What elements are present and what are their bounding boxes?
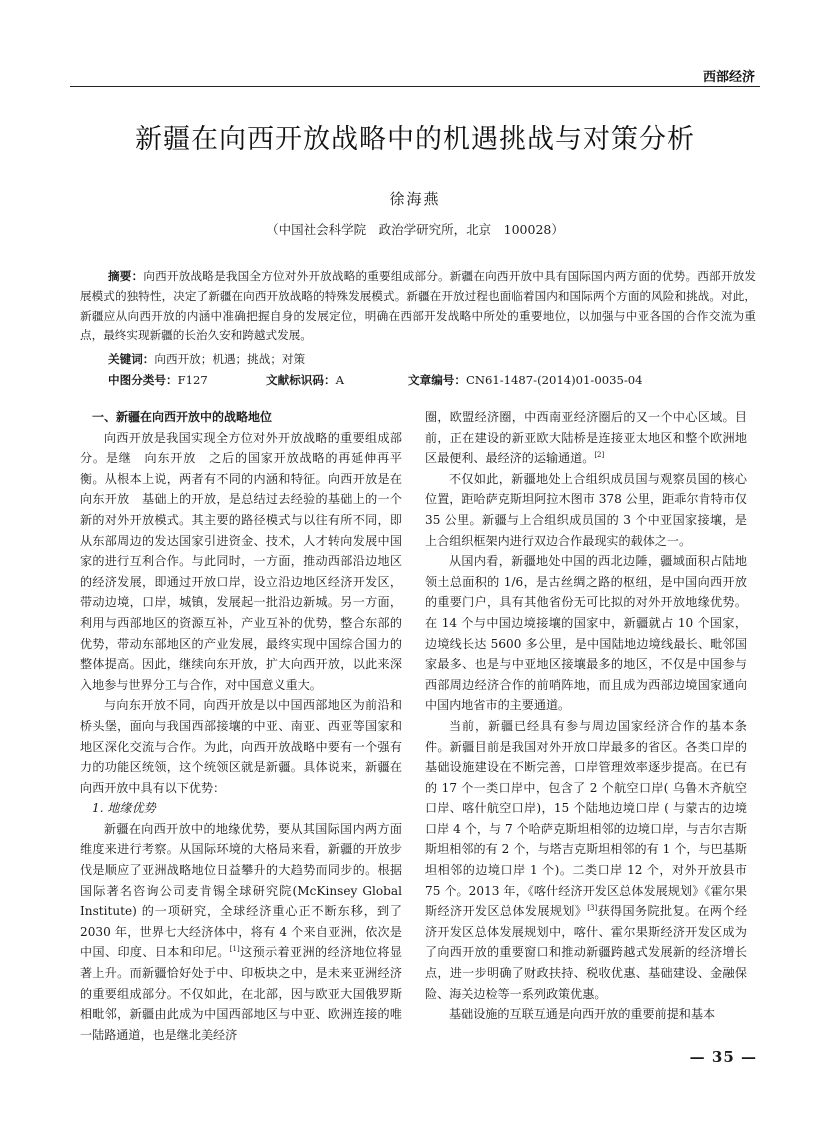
paragraph-text: 基础设施的互联互通是向西开放的重要前提和基本 [449, 1007, 716, 1022]
paragraph [80, 428, 415, 696]
paragraph-text: 这预示着亚洲的经济地位将显著上升。而新疆恰好处于中、印板块之中，是未来亚洲经济的重要组成部分。不仅如此，在北部，因与欧亚大国俄罗斯相毗邻，新疆由此成为中国西部地区与中亚、欧洲连接的唯一陆路通道，也是继北美经济 [80, 945, 402, 1042]
paragraph-text: 当前，新疆已经具有参与周边国家经济合作的基本条件。新疆目前是我国对外开放口岸最多的省区。各类口岸的基础设施建设在不断完善，口岸管理效率逐步提高。在已有的 17 个一类口岸中，包含了 2 个航空口岸( 乌鲁木齐航空口岸、喀什航空口岸)，15 个陆地边境口岸 ( 与蒙古的边境口岸 4 个，与 7 个哈萨克斯坦相邻的边境口岸，与吉尔吉斯斯坦相邻的有 2 个，与塔吉克斯坦相邻的有 1 个，与巴基斯坦相邻的边境口岸 1 个)。二类口岸 12 个，对外开放县市 75 个。2013 年，《喀什经济开发区总体发展规划》《霍尔果斯经济开发区总体发展规划》 [425, 718, 747, 919]
page-number: — 35 — [689, 1048, 757, 1066]
paragraph-text: 不仅如此，新疆地处上合组织成员国与观察员国的核心位置，距哈萨克斯坦阿拉木图市 378 公里，距乖尔肯特市仅 35 公里。新疆与上合组织成员国的 3 个中亚国家接壤，是上合组织框架内进行双边合作最现实的载体之一。 [425, 471, 747, 548]
keywords-label: 关键词： [108, 352, 155, 366]
paragraph-text: 一、新疆在向西开放中的战略地位 [92, 410, 273, 424]
body-column-right [425, 407, 747, 1025]
paragraph-text: 从国内看，新疆地处中国的西北边陲，疆域面积占陆地领土总面积的 1/6，是古丝绸之路的枢纽，是中国向西开放的重要门户，具有其他省份无可比拟的对外开放地缘优势。在 14 个与中国边境接壤的国家中，新疆就占 10 个国家，边境线长达 5600 多公里，是中国陆地边境线最长、毗邻国家最多、也是与中亚地区接壤最多的地区，不仅是中国参与西部周边经济合作的前哨阵地，而且成为西部边境国家通向中国内地省市的主要通道。 [425, 554, 747, 713]
article-number [408, 372, 643, 388]
paragraph [425, 407, 747, 469]
clc-label: 中图分类号： [108, 373, 178, 387]
paragraph-text: 新疆在向西开放中的地缘优势，要从其国际国内两方面维度来进行考察。从国际环境的大格局来看，新疆的开放步伐是顺应了亚洲战略地位日益攀升的大趋势而同步的。根据国际著名咨询公司麦肯锡全球研究院(McKinsey Global Institute) 的一项研究，全球经济重心正不断东移，到了 2030 年，世界七大经济体中，将有 4 个来自亚洲，依次是中国、印度、日本和印尼。 [80, 821, 402, 960]
abstract-text: 向西开放战略是我国全方位对外开放战略的重要组成部分。新疆在向西开放中具有国际国内两方面的优势。西部开放发展模式的独特性，决定了新疆在向西开放战略的特殊发展模式。新疆在开放过程也面临着国内和国际两个方面的风险和挑战。对此，新疆应从向西开放的内涵中准确把握自身的发展定位，明确在西部开发战略中所处的重要地位，以加强与中亚各国的合作交流为重点，最终实现新疆的长治久安和跨越式发展。 [80, 269, 756, 343]
paragraph-text: 获得国务院批复。在两个经济开发区总体发展规划中，喀什、霍尔果斯经济开发区成为了向西开放的重要窗口和推动新疆跨越式发展新的经济增长点，进一步明确了财政扶持、税收优惠、基础建设、金融保险、海关边检等一系列政策优惠。 [425, 904, 747, 1001]
paragraph [425, 1004, 747, 1025]
body-column-left [80, 407, 415, 1045]
paragraph [80, 819, 402, 1046]
author-name: 徐海燕 [389, 190, 441, 208]
paragraph-text: 与向东开放不同，向西开放是以中国西部地区为前沿和桥头堡，面向与我国西部接壤的中亚、南亚、西亚等国家和地区深化交流与合作。为此，向西开放战略中要有一个强有力的功能区统领，这个统领区就是新疆。具体说来，新疆在向西开放中具有以下优势： [80, 698, 402, 795]
paragraph [80, 695, 402, 798]
paragraph [425, 716, 747, 1004]
document-code [266, 372, 344, 388]
header-rule [70, 86, 760, 87]
article-title: 新疆在向西开放战略中的机遇挑战与对策分析 [135, 124, 695, 155]
subsection-heading [80, 798, 402, 819]
abstract [80, 267, 756, 346]
keywords-text: 向西开放；机遇；挑战；对策 [154, 352, 306, 366]
journal-section-label: 西部经济 [702, 70, 755, 85]
keywords [108, 351, 305, 367]
abstract-label: 摘要： [108, 269, 144, 283]
clc-number [108, 372, 208, 388]
document-code-value: A [335, 373, 344, 387]
document-code-label: 文献标识码： [266, 373, 336, 387]
article-number-label: 文章编号： [408, 373, 466, 387]
article-number-value: CN61-1487-(2014)01-0035-04 [465, 373, 643, 387]
section-heading [80, 407, 402, 428]
citation-marker: [1] [229, 945, 240, 954]
paragraph-text: 圈，欧盟经济圈，中西南亚经济圈后的又一个中心区域。目前，正在建设的新亚欧大陆桥是连接亚太地区和整个欧洲地区最便利、最经济的运输通道。 [425, 410, 747, 466]
paragraph-text: 1. 地缘优势 [92, 801, 156, 816]
author-affiliation: （中国社会科学院 政治学研究所，北京 100028） [266, 222, 564, 237]
citation-marker: [3] [587, 904, 598, 913]
clc-value: F127 [177, 373, 208, 387]
paragraph-text: 向西开放是我国实现全方位对外开放战略的重要组成部分。是继 向东开放 之后的国家开放战略的再延伸再平衡。从根本上说，两者有不同的内涵和特征。向西开放是在 向东开放 基础上的开放，是总结过去经验的基础上的一个新的对外开放模式。其主要的路径模式与以往有所不同，即从东部周边的发达国家引进资金、技术，人才转向发展中国家的进行互利合作。与此同时，一方面，推动西部沿边地区的经济发展，即通过开放口岸，设立沿边地区经济开发区，带动边境，口岸，城镇，发展起一批沿边新城。另一方面，利用与西部地区的资源互补，产业互补的优势，整合东部的优势，带动东部地区的产业发展，最终实现中国综合国力的整体提高。因此，继续向东开放，扩大向西开放，以此来深入地参与世界分工与合作，对中国意义重大。 [80, 430, 415, 692]
paragraph [425, 551, 747, 716]
paragraph [425, 469, 747, 551]
citation-marker: [2] [594, 451, 605, 460]
